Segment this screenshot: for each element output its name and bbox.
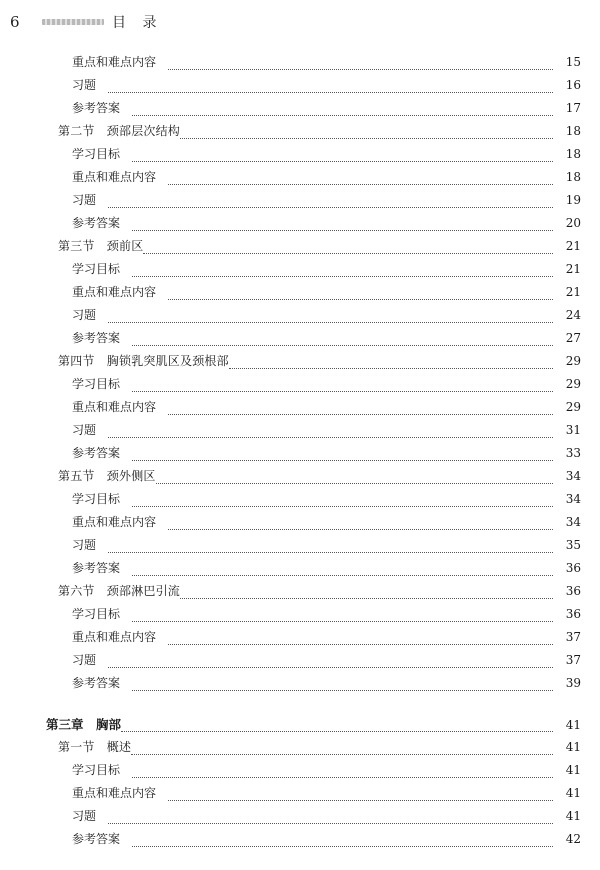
toc-entry-label: 习题 <box>72 308 97 322</box>
toc-page-number: 34 <box>565 515 581 529</box>
dot-leader <box>132 161 553 162</box>
toc-entry[interactable] <box>0 513 600 533</box>
toc-page-number: 24 <box>565 308 581 322</box>
dot-leader <box>121 731 553 732</box>
toc-entry-label: 参考答案 <box>72 561 121 575</box>
toc-entry-label: 习题 <box>72 809 97 823</box>
toc-page-number: 34 <box>565 492 581 506</box>
toc-page-number: 35 <box>565 538 581 552</box>
toc-entry[interactable] <box>0 674 600 694</box>
toc-entry[interactable] <box>0 536 600 556</box>
dot-leader <box>180 598 553 599</box>
toc-entry-label: 参考答案 <box>72 331 121 345</box>
toc-entry[interactable] <box>0 784 600 804</box>
toc-page-number: 20 <box>565 216 581 230</box>
toc-entry-label: 学习目标 <box>72 492 121 506</box>
toc-entry-label: 习题 <box>72 538 97 552</box>
toc-page-number: 29 <box>565 400 581 414</box>
toc-entry-label: 习题 <box>72 193 97 207</box>
dot-leader <box>108 92 553 93</box>
publisher-logo-icon <box>42 19 104 25</box>
toc-entry[interactable] <box>0 283 600 303</box>
toc-entry[interactable] <box>0 559 600 579</box>
toc-page-number: 41 <box>565 740 581 754</box>
toc-entry[interactable] <box>0 421 600 441</box>
toc-entry-label: 第三章 胸部 <box>46 717 122 732</box>
toc-entry[interactable] <box>0 145 600 165</box>
toc-page-number: 18 <box>565 124 581 138</box>
dot-leader <box>168 800 553 801</box>
toc-entry[interactable] <box>0 651 600 671</box>
toc-page-number: 41 <box>565 786 581 800</box>
toc-page-number: 34 <box>565 469 581 483</box>
toc-page-number: 18 <box>565 147 581 161</box>
toc-entry-label: 第五节 颈外侧区 <box>58 469 156 483</box>
toc-entry-label: 学习目标 <box>72 147 121 161</box>
toc-page-number: 29 <box>565 377 581 391</box>
toc-entry-label: 重点和难点内容 <box>72 55 157 69</box>
toc-entry-label: 习题 <box>72 653 97 667</box>
dot-leader <box>108 322 553 323</box>
dot-leader <box>168 299 553 300</box>
toc-page-number: 42 <box>565 832 581 846</box>
toc-entry[interactable] <box>0 738 600 758</box>
dot-leader <box>132 230 553 231</box>
toc-entry[interactable] <box>0 260 600 280</box>
toc-entry-label: 第一节 概述 <box>58 740 132 754</box>
toc-entry[interactable] <box>0 807 600 827</box>
toc-entry[interactable] <box>0 329 600 349</box>
toc-page-number: 41 <box>565 763 581 777</box>
toc-entry[interactable] <box>0 352 600 372</box>
dot-leader <box>132 345 553 346</box>
dot-leader <box>108 552 553 553</box>
toc-page-number: 36 <box>565 607 581 621</box>
toc-page-number: 37 <box>565 653 581 667</box>
toc-entry-label: 第四节 胸锁乳突肌区及颈根部 <box>58 354 229 368</box>
toc-entry[interactable] <box>0 467 600 487</box>
toc-entry-label: 重点和难点内容 <box>72 786 157 800</box>
toc-page-number: 37 <box>565 630 581 644</box>
toc-entry-label: 第六节 颈部淋巴引流 <box>58 584 181 598</box>
dot-leader <box>132 460 553 461</box>
toc-entry-label: 参考答案 <box>72 832 121 846</box>
toc-entry[interactable] <box>0 628 600 648</box>
toc-entry[interactable] <box>0 761 600 781</box>
toc-entry[interactable] <box>0 168 600 188</box>
toc-entry[interactable] <box>0 237 600 257</box>
toc-entry-label: 重点和难点内容 <box>72 400 157 414</box>
toc-entry-label: 学习目标 <box>72 262 121 276</box>
dot-leader <box>108 207 553 208</box>
dot-leader <box>168 529 553 530</box>
dot-leader <box>132 690 553 691</box>
toc-entry-label: 参考答案 <box>72 676 121 690</box>
toc-entry[interactable] <box>0 715 600 735</box>
dot-leader <box>132 575 553 576</box>
toc-page-number: 36 <box>565 584 581 598</box>
toc-entry-label: 学习目标 <box>72 607 121 621</box>
toc-page-number: 17 <box>565 101 581 115</box>
toc-entry[interactable] <box>0 490 600 510</box>
toc-page-number: 39 <box>565 676 581 690</box>
dot-leader <box>108 823 553 824</box>
toc-page-number: 36 <box>565 561 581 575</box>
toc-page-number: 21 <box>565 285 581 299</box>
toc-entry[interactable] <box>0 605 600 625</box>
toc-entry-label: 参考答案 <box>72 101 121 115</box>
toc-entry-label: 重点和难点内容 <box>72 630 157 644</box>
toc-page-number: 29 <box>565 354 581 368</box>
page-number: 6 <box>10 13 20 31</box>
toc-page-number: 18 <box>565 170 581 184</box>
dot-leader <box>132 846 553 847</box>
dot-leader <box>180 138 553 139</box>
page-header <box>10 12 162 32</box>
toc-entry-label: 重点和难点内容 <box>72 170 157 184</box>
toc-entry[interactable] <box>0 53 600 73</box>
dot-leader <box>132 115 553 116</box>
toc-page-number: 16 <box>565 78 581 92</box>
dot-leader <box>108 437 553 438</box>
toc-entry-label: 第三节 颈前区 <box>58 239 144 253</box>
toc-entry[interactable] <box>0 122 600 142</box>
dot-leader <box>156 483 553 484</box>
toc-entry[interactable] <box>0 398 600 418</box>
toc-entry[interactable] <box>0 76 600 96</box>
toc-page-number: 41 <box>565 718 581 732</box>
toc-page-number: 21 <box>565 262 581 276</box>
toc-entry[interactable] <box>0 191 600 211</box>
dot-leader <box>168 644 553 645</box>
toc-entry-label: 重点和难点内容 <box>72 285 157 299</box>
dot-leader <box>132 276 553 277</box>
toc-entry-label: 学习目标 <box>72 763 121 777</box>
toc-entry-label: 第二节 颈部层次结构 <box>58 124 181 138</box>
toc-entry-label: 参考答案 <box>72 216 121 230</box>
toc-entry[interactable] <box>0 582 600 602</box>
toc-entry[interactable] <box>0 99 600 119</box>
toc-entry[interactable] <box>0 830 600 850</box>
dot-leader <box>132 777 553 778</box>
toc-entry[interactable] <box>0 444 600 464</box>
toc-page-number: 41 <box>565 809 581 823</box>
toc-entry[interactable] <box>0 375 600 395</box>
dot-leader <box>168 184 553 185</box>
toc-entry-label: 重点和难点内容 <box>72 515 157 529</box>
toc-entry[interactable] <box>0 214 600 234</box>
toc-page-number: 27 <box>565 331 581 345</box>
dot-leader <box>132 621 553 622</box>
page-title: 目 录 <box>112 15 163 31</box>
dot-leader <box>229 368 553 369</box>
toc-entry-label: 参考答案 <box>72 446 121 460</box>
toc-page-number: 31 <box>565 423 581 437</box>
toc-page-number: 33 <box>565 446 581 460</box>
toc-entry-label: 学习目标 <box>72 377 121 391</box>
dot-leader <box>143 253 553 254</box>
toc-entry-label: 习题 <box>72 423 97 437</box>
dot-leader <box>108 667 553 668</box>
toc-entry-label: 习题 <box>72 78 97 92</box>
toc-page-number: 21 <box>565 239 581 253</box>
dot-leader <box>168 69 553 70</box>
dot-leader <box>132 391 553 392</box>
dot-leader <box>131 754 553 755</box>
toc-entry[interactable] <box>0 306 600 326</box>
dot-leader <box>168 414 553 415</box>
toc-page-number: 19 <box>565 193 581 207</box>
toc-page-number: 15 <box>565 55 581 69</box>
dot-leader <box>132 506 553 507</box>
